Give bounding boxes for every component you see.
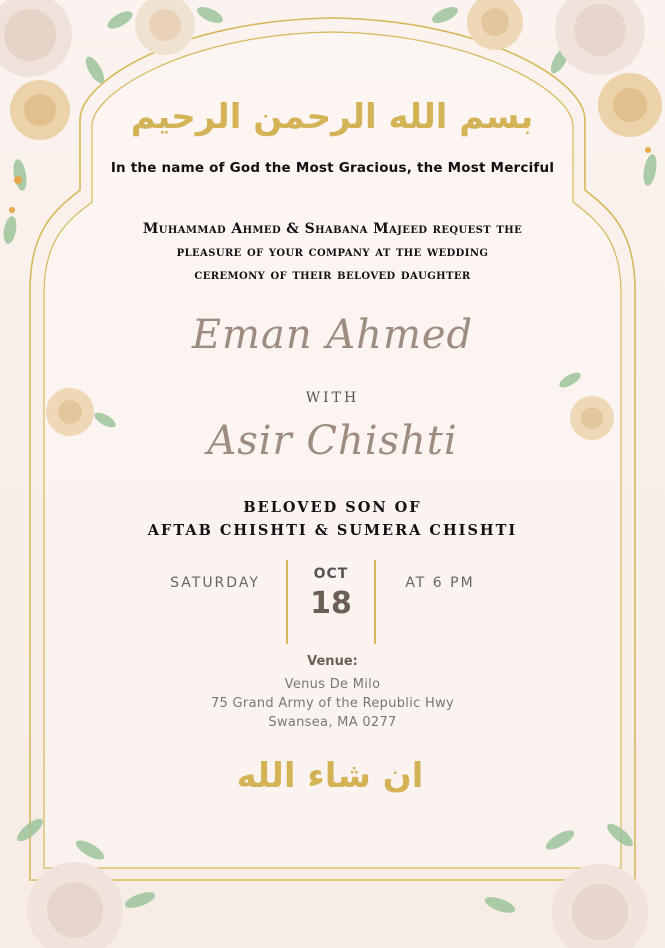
with-text: WITH: [305, 390, 360, 406]
date-block: [0, 560, 665, 644]
event-time: AT 6 PM: [405, 575, 475, 591]
day-number: 18: [310, 586, 352, 621]
weekday: SATURDAY: [170, 575, 260, 591]
groom-parents: [0, 496, 665, 542]
groom-parents-names: AFTAB CHISHTI & SUMERA CHISHTI: [147, 522, 518, 539]
venue-city: Swansea, MA 0277: [268, 715, 397, 730]
inshallah-text: ان شاء الله: [236, 756, 424, 796]
bismillah-calligraphy: [130, 82, 534, 152]
blessing-text: In the name of God the Most Gracious, the Most Merciful: [110, 160, 555, 176]
groom-name: Asir Chishti: [207, 418, 458, 464]
request-line: pleasure of your company at the wedding: [176, 244, 489, 260]
bismillah-text: بسم الله الرحمن الرحيم: [130, 97, 534, 137]
venue-name: Venus De Milo: [284, 677, 381, 692]
parents-request: [0, 218, 665, 287]
inshallah-calligraphy: [230, 745, 430, 805]
venue-street: 75 Grand Army of the Republic Hwy: [210, 696, 454, 711]
venue-label: Venue:: [307, 654, 358, 669]
bride-name: Eman Ahmed: [191, 312, 474, 358]
request-line: Muhammad Ahmed & Shabana Majeed request the: [142, 221, 523, 237]
month: OCT: [313, 566, 349, 582]
son-of-label: BELOVED SON OF: [243, 499, 422, 516]
divider-right: [374, 560, 376, 644]
request-line: ceremony of their beloved daughter: [194, 267, 471, 283]
